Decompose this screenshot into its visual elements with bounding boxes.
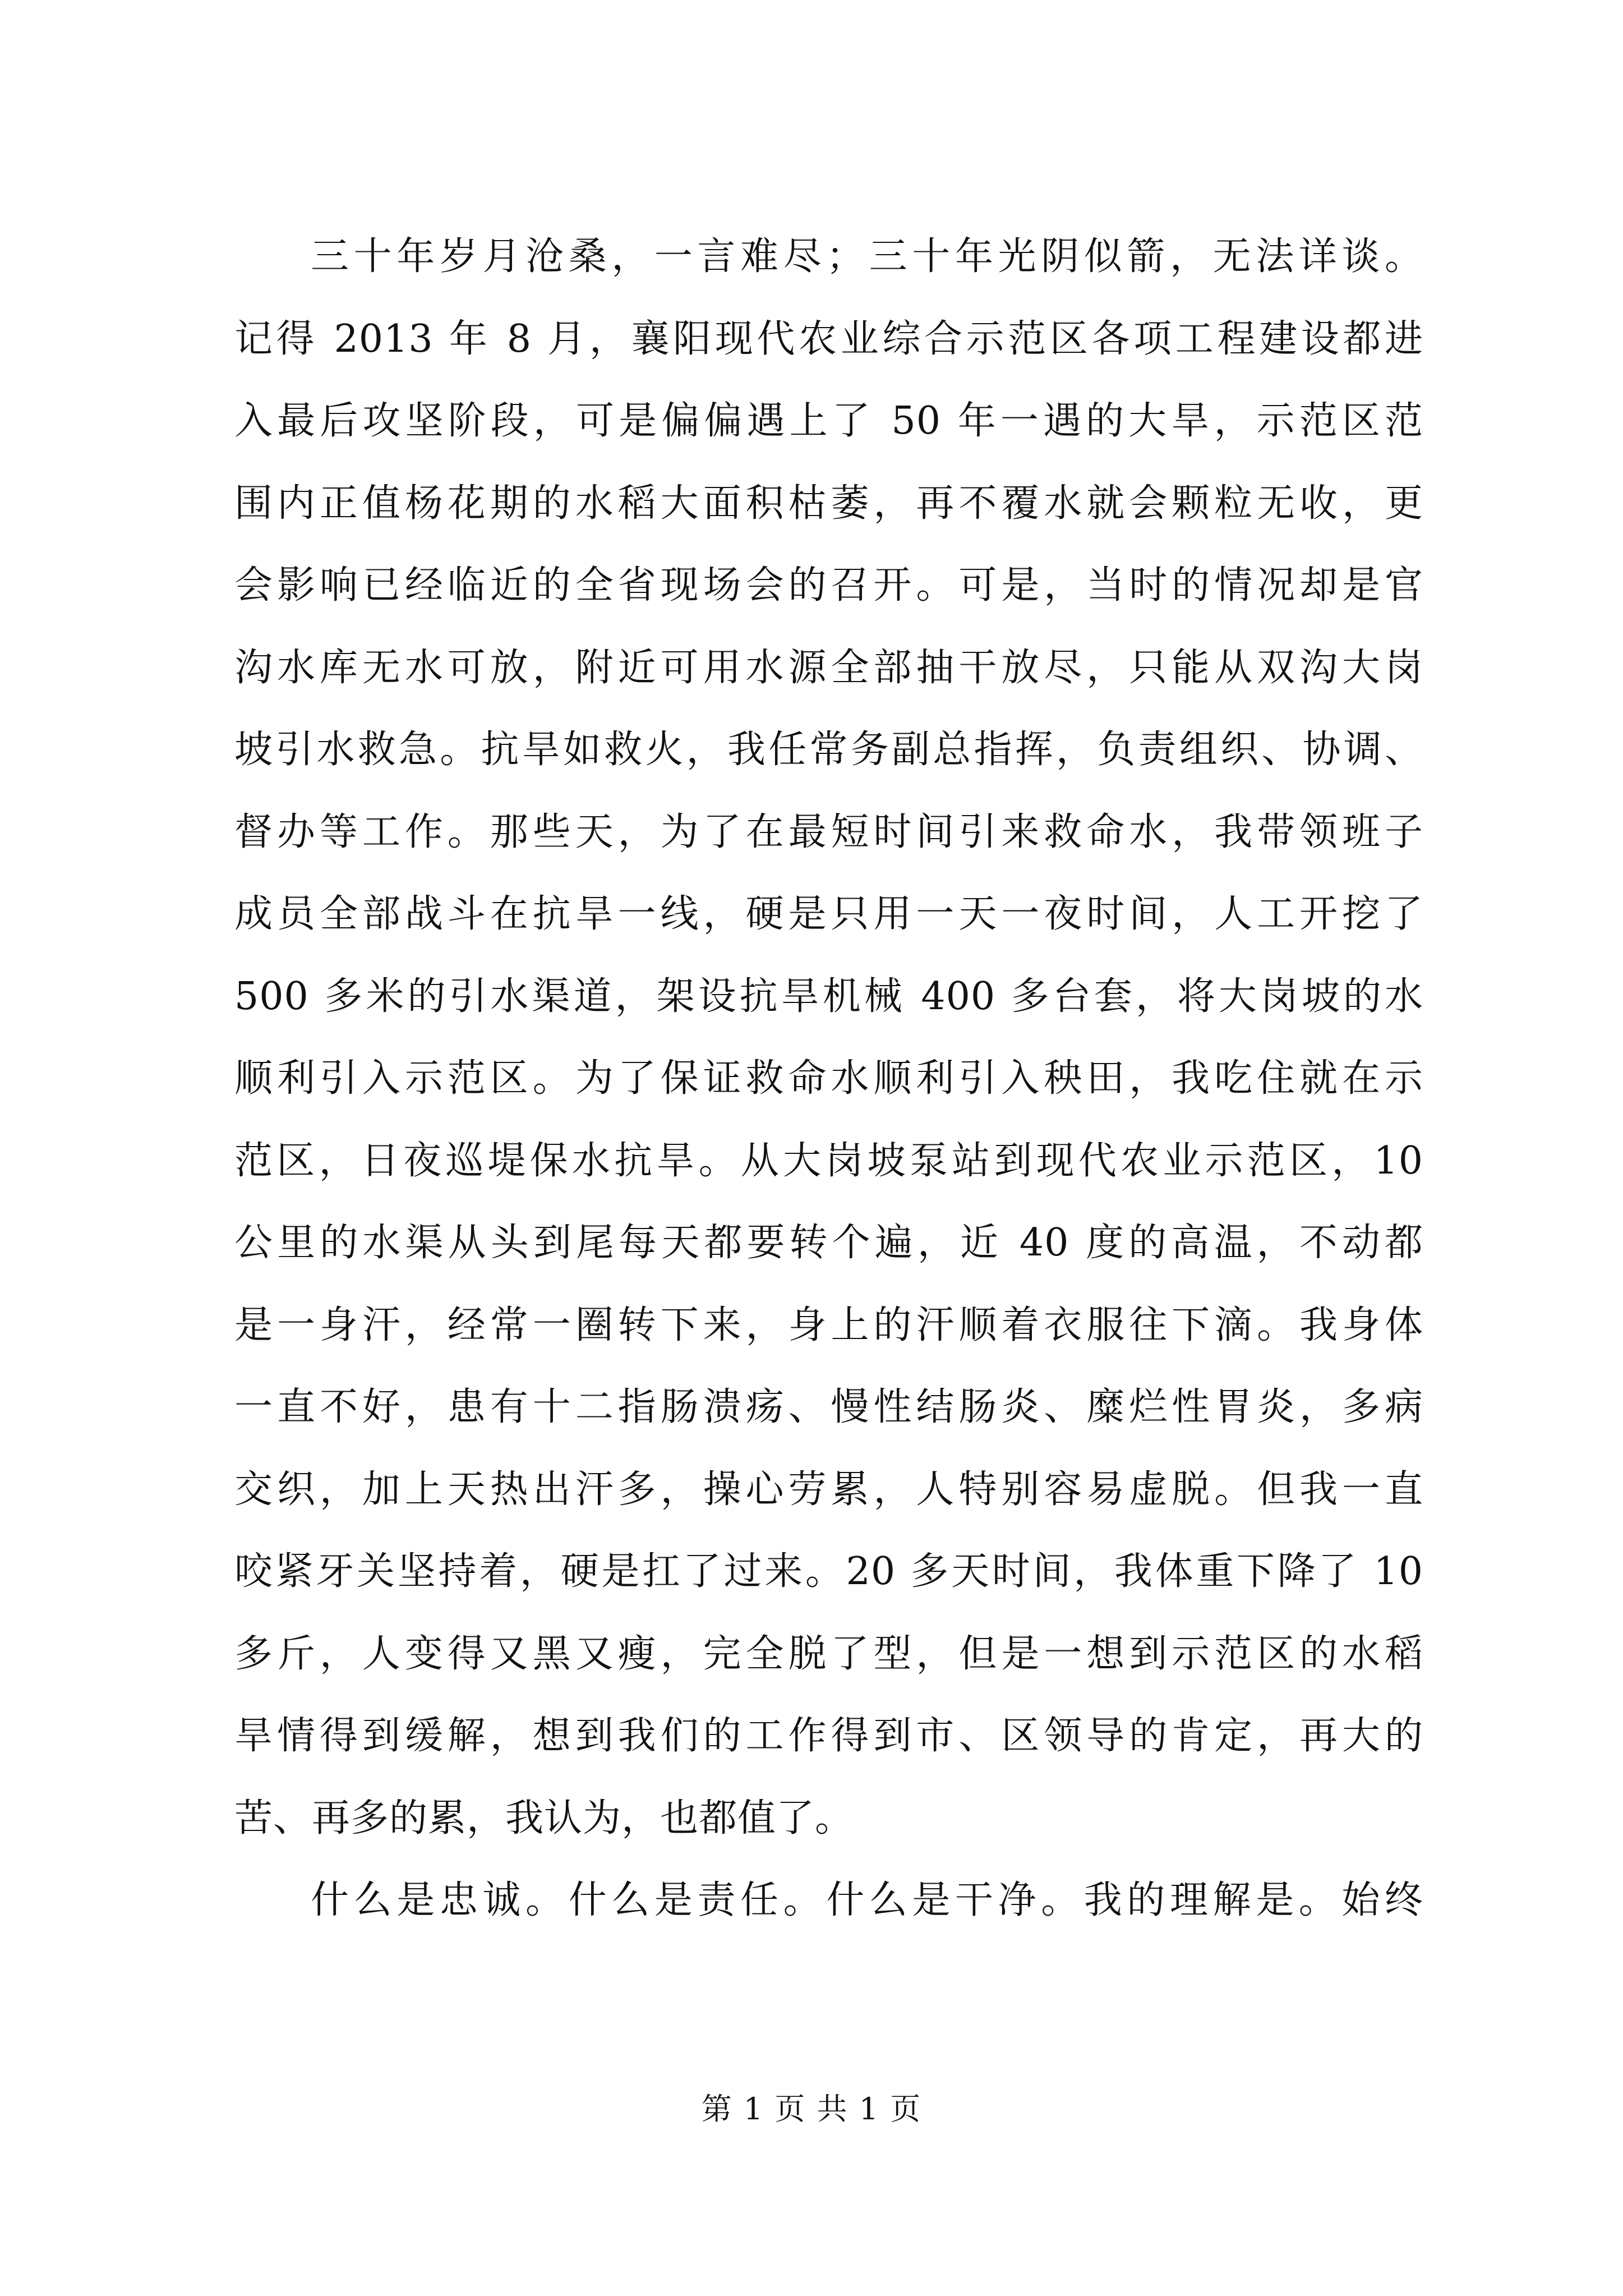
paragraph-1-line-3: 入最后攻坚阶段，可是偏偏遇上了 50 年一遇的大旱，示范区范 xyxy=(234,399,1423,443)
page-footer: 第 1 页 共 1 页 xyxy=(701,2091,922,2127)
paragraph-1-line-15: 一直不好，患有十二指肠溃疡、慢性结肠炎、糜烂性胃炎，多病 xyxy=(234,1385,1423,1429)
paragraph-1-line-2: 记得 2013 年 8 月，襄阳现代农业综合示范区各项工程建设都进 xyxy=(234,316,1423,361)
paragraph-1-line-18: 多斤，人变得又黑又瘦，完全脱了型，但是一想到示范区的水稻 xyxy=(234,1631,1423,1676)
paragraph-1-line-11: 顺利引入示范区。为了保证救命水顺利引入秧田，我吃住就在示 xyxy=(234,1056,1423,1101)
paragraph-2-line-1: 什么是忠诚。什么是责任。什么是干净。我的理解是。始终 xyxy=(311,1878,1423,1922)
paragraph-1-line-14: 是一身汗，经常一圈转下来，身上的汗顺着衣服往下滴。我身体 xyxy=(234,1303,1423,1347)
paragraph-1-line-9: 成员全部战斗在抗旱一线，硬是只用一天一夜时间，人工开挖了 xyxy=(234,892,1423,936)
paragraph-1-line-10: 500 多米的引水渠道，架设抗旱机械 400 多台套，将大岗坡的水 xyxy=(234,974,1423,1019)
paragraph-1-line-17: 咬紧牙关坚持着，硬是扛了过来。20 多天时间，我体重下降了 10 xyxy=(234,1549,1423,1594)
body-text xyxy=(234,216,1423,1942)
paragraph-1-line-12: 范区，日夜巡堤保水抗旱。从大岗坡泵站到现代农业示范区，10 xyxy=(234,1138,1423,1183)
paragraph-1-line-5: 会影响已经临近的全省现场会的召开。可是，当时的情况却是官 xyxy=(234,563,1423,608)
paragraph-1-line-6: 沟水库无水可放，附近可用水源全部抽干放尽，只能从双沟大岗 xyxy=(234,645,1423,690)
paragraph-1-line-7: 坡引水救急。抗旱如救火，我任常务副总指挥，负责组织、协调、 xyxy=(234,728,1423,772)
paragraph-1-line-8: 督办等工作。那些天，为了在最短时间引来救命水，我带领班子 xyxy=(234,809,1423,854)
paragraph-1-line-20: 苦、再多的累，我认为，也都值了。 xyxy=(234,1796,854,1841)
paragraph-1-line-19: 旱情得到缓解，想到我们的工作得到市、区领导的肯定，再大的 xyxy=(234,1714,1423,1758)
paragraph-1-line-4: 围内正值杨花期的水稻大面积枯萎，再不覆水就会颗粒无收，更 xyxy=(234,481,1423,526)
paragraph-1-line-1: 三十年岁月沧桑，一言难尽；三十年光阴似箭，无法详谈。 xyxy=(311,234,1423,279)
paragraph-1-line-13: 公里的水渠从头到尾每天都要转个遍，近 40 度的高温，不动都 xyxy=(234,1221,1423,1265)
paragraph-1-line-16: 交织，加上天热出汗多，操心劳累，人特别容易虚脱。但我一直 xyxy=(234,1467,1423,1512)
